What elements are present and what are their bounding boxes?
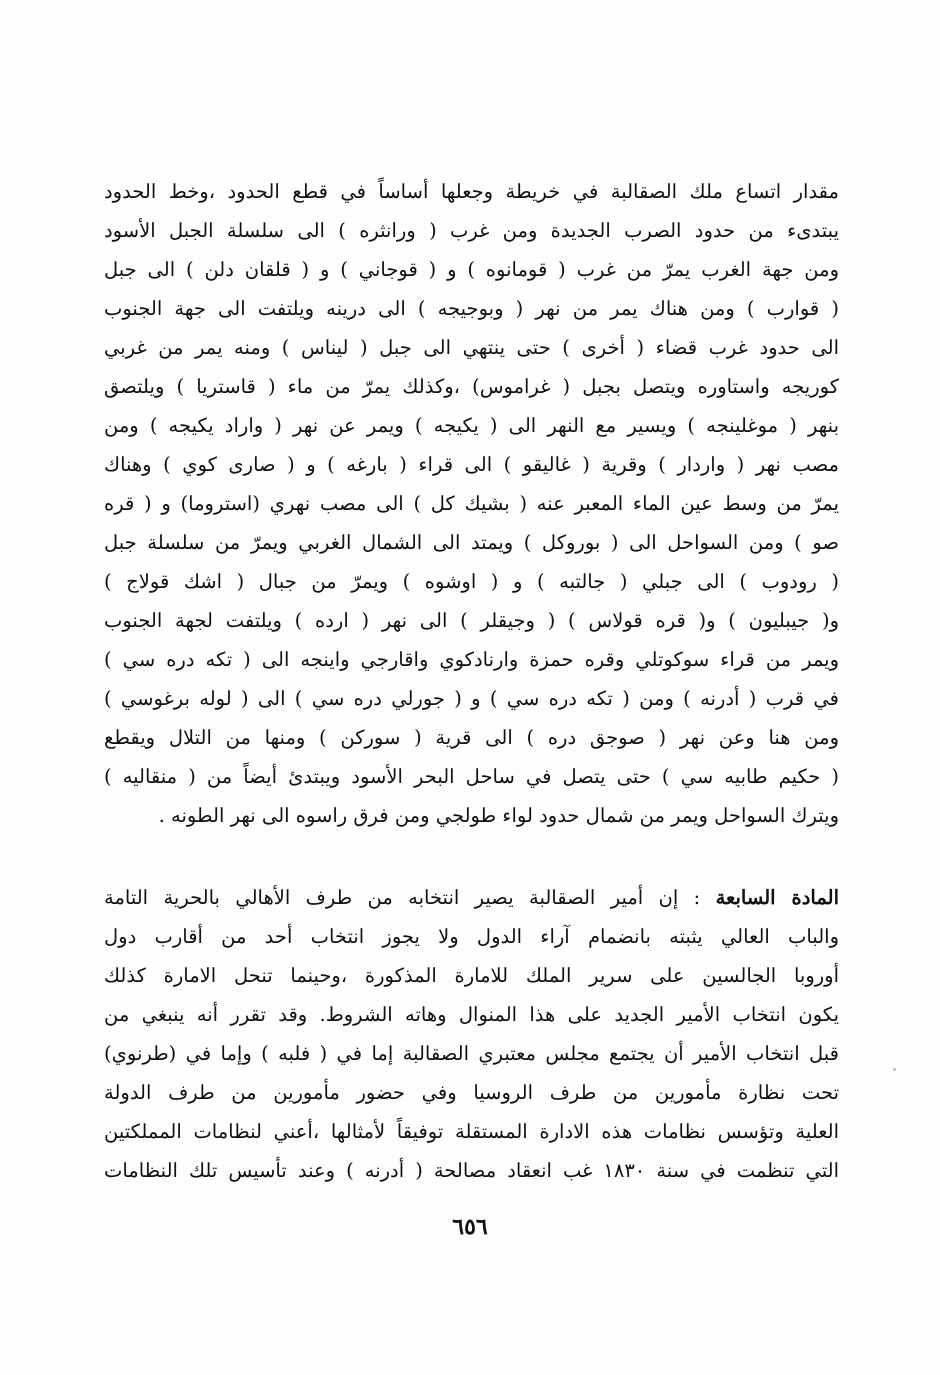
page-number: ٦٥٦ [452, 1214, 488, 1240]
text-line: ومن هنا وعن نهر ( صوجق دره ) الى قرية ( سوركن ) ومنها من التلال ويقطع [104, 726, 839, 749]
text-line: أوروبا الجالسين على سرير الملك للامارة المذكورة ،وحينما تنحل الامارة كذلك [104, 964, 839, 987]
text-line: ( حكيم طابيه سي ) حتى يتصل في ساحل البحر الأسود ويبتدئ أيضاً من ( منقاليه ) [104, 765, 839, 788]
text-line: يمرّ من وسط عين الماء المعبر عنه ( بشيك كل ) الى مصب نهري (استروما) و ( قره [104, 492, 839, 515]
text-line: التي تنظمت في سنة ١٨٣٠ غب انعقاد مصالحة ( أدرنه ) وعند تأسيس تلك النظامات [104, 1159, 839, 1182]
article-heading: المادة السابعة [715, 886, 839, 909]
text-line: تحت نظارة مأمورين من طرف الروسيا وفي حضور مأمورين من طرف الدولة [104, 1081, 839, 1104]
text-line: مقدار اتساع ملك الصقالبة في خريطة وجعلها أساساً في قطع الحدود ،وخط الحدود [104, 180, 839, 203]
text-line: يبتدىء من حدود الصرب الجديدة ومن غرب ( ورانثره ) الى سلسلة الجبل الأسود [104, 219, 839, 242]
text-line: قبل انتخاب الأمير أن يجتمع مجلس معتبري الصقالبة إما في ( فلبه ) وإما في (طرنوي) [104, 1042, 839, 1065]
heading-line-text: : إن أمير الصقالبة يصير انتخابه من طرف الأهالي بالحرية التامة [104, 886, 716, 909]
text-line: يكون انتخاب الأمير الجديد على هذا المنوال وهاته الشروط. وقد تقرر أنه ينبغي من [104, 1003, 839, 1026]
text-line: صو ) ومن السواحل الى ( بوروكل ) ويمتد الى الشمال الغربي ويمرّ من سلسلة جبل [104, 531, 839, 554]
text-line: ( قوارب ) ومن هناك يمر من نهر ( وبوجيجه ) الى درينه ويلتفت الى جهة الجنوب [104, 297, 839, 320]
text-line: بنهر ( موغلينجه ) ويسير مع النهر الى ( يكيجه ) ويمر عن نهر ( واراد يكيجه ) ومن [104, 414, 839, 437]
text-line: ومن جهة الغرب يمرّ من غرب ( قومانوه ) و ( قوجاني ) و ( قلقان دلن ) الى جبل [104, 258, 839, 281]
text-line: والباب العالي يثبته بانضمام آراء الدول ولا يجوز انتخاب أحد من أقارب دول [104, 925, 839, 948]
text-line: ( رودوب ) الى جبلي ( جالتبه ) و ( اوشوه ) ويمرّ من جبال ( اشك قولاج ) [104, 570, 839, 593]
text-line: الى حدود غرب قضاء ( أخرى ) حتى ينتهي الى جبل ( ليناس ) ومنه يمر من غربي [104, 336, 839, 359]
paragraph-article-seven [104, 878, 839, 1190]
text-line-with-heading [104, 878, 839, 917]
text-line: ويمر من قراء سوكوتلي وقره حمزة وارنادكوي واقارجي واينجه الى ( تكه دره سي ) [104, 648, 839, 671]
text-line: كوريجه واستاوره ويتصل بجبل ( غراموس) ،وكذلك يمرّ من ماء ( قاستريا ) ويلتصق [104, 375, 839, 398]
text-line: مصب نهر ( واردار ) وقرية ( غاليقو ) الى قراء ( بارغه ) و ( صارى كوي ) وهناك [104, 453, 839, 476]
text-line: العلية وتؤسس نظامات هذه الادارة المستقلة توفيقاً لأمثالها ،أعني لنظامات المملكتين [104, 1120, 839, 1143]
text-line: في قرب ( أدرنه ) ومن ( تكه دره سي ) و ( جورلي دره سي ) الى ( لوله برغوسي ) [104, 687, 839, 710]
text-line: و( جيبليون ) و( قره قولاس ) ( وجيقلر ) الى نهر ( ارده ) ويلتفت لجهة الجنوب [104, 609, 839, 632]
text-line: ويترك السواحل ويمر من شمال حدود لواء طولجي ومن فرق راسوه الى نهر الطونه . [158, 804, 839, 827]
paragraph-border-description [104, 172, 839, 835]
scan-speck [893, 1068, 896, 1071]
